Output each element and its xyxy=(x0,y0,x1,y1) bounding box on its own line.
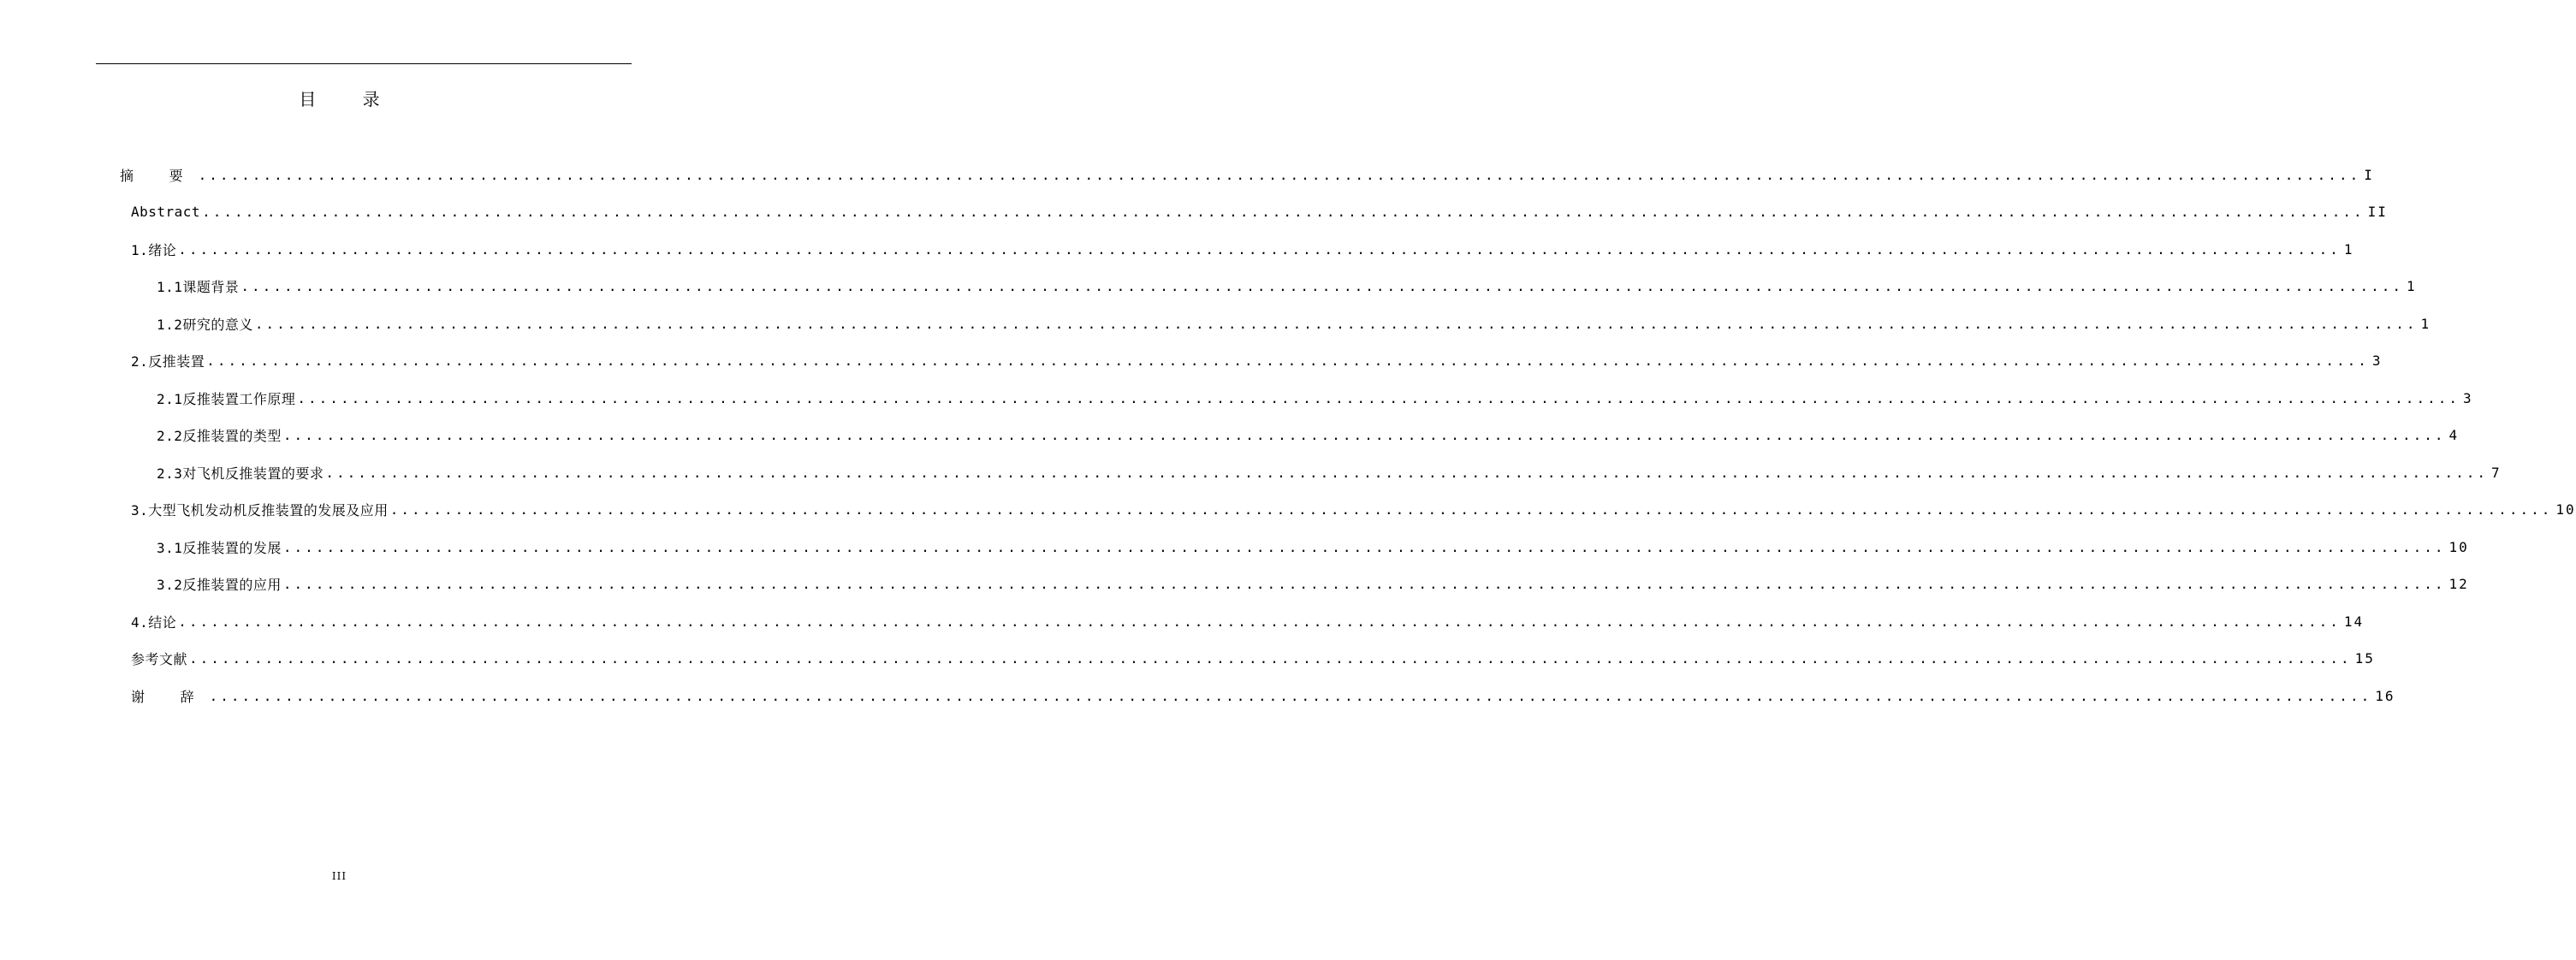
toc-entry-page: 10 xyxy=(2555,501,2576,518)
toc-leader-dots: ........................................................................................................................................................................................................ xyxy=(189,650,2352,667)
toc-entry[interactable] xyxy=(157,531,2469,562)
toc-leader-dots: ........................................................................................................................................................................................................ xyxy=(240,278,2403,294)
toc-leader-dots: ........................................................................................................................................................................................................ xyxy=(282,427,2446,443)
toc-leader-dots: ........................................................................................................................................................................................................ xyxy=(389,501,2553,518)
toc-entry-page: 12 xyxy=(2448,576,2469,592)
toc-entry[interactable] xyxy=(157,308,2431,339)
toc-entry-page: 15 xyxy=(2354,650,2375,667)
page-title: 目 录 xyxy=(299,89,401,110)
toc-entry-label: 2.3对飞机反推装置的要求 xyxy=(157,465,324,482)
toc-leader-dots: ........................................................................................................................................................................................................ xyxy=(282,576,2446,592)
toc-entry-page: 3 xyxy=(2462,389,2473,406)
toc-entry[interactable] xyxy=(157,271,2417,302)
toc-leader-dots: ........................................................................................................................................................................................................ xyxy=(282,538,2446,555)
toc-entry[interactable] xyxy=(131,680,2395,711)
toc-leader-dots: ........................................................................................................................................................................................................ xyxy=(209,687,2372,704)
toc-entry[interactable] xyxy=(157,569,2469,600)
toc-entry-page: I xyxy=(2364,166,2374,183)
toc-entry[interactable] xyxy=(131,234,2354,264)
header-rule xyxy=(96,63,632,64)
toc-entry-label: 2.反推装置 xyxy=(131,353,205,370)
toc-entry-label: 谢 辞 xyxy=(131,688,208,705)
toc-entry-page: 1 xyxy=(2420,315,2431,332)
toc-leader-dots: ........................................................................................................................................................................................................ xyxy=(198,166,2361,183)
toc-entry[interactable] xyxy=(157,457,2502,488)
footer-page-number: III xyxy=(331,870,347,882)
toc-leader-dots: ........................................................................................................................................................................................................ xyxy=(297,389,2460,406)
toc-entry-label: 1.绪论 xyxy=(131,241,177,258)
toc-entry[interactable] xyxy=(157,420,2460,451)
toc-entry[interactable] xyxy=(131,643,2375,674)
toc-entry-page: 16 xyxy=(2375,687,2395,704)
toc-entry[interactable] xyxy=(131,606,2365,637)
toc-entry-page: 1 xyxy=(2343,240,2354,258)
toc-entry[interactable] xyxy=(131,197,2388,228)
toc-entry-page: 14 xyxy=(2343,613,2365,630)
toc-entry-page: II xyxy=(2367,204,2388,220)
toc-entry-label: 摘 要 xyxy=(120,167,197,184)
toc-entry-label: 1.2研究的意义 xyxy=(157,316,253,333)
toc-entry-label: 3.大型飞机发动机反推装置的发展及应用 xyxy=(131,502,389,519)
toc-entry[interactable] xyxy=(157,382,2473,413)
toc-leader-dots: ........................................................................................................................................................................................................ xyxy=(254,315,2418,332)
toc-entry[interactable] xyxy=(131,346,2383,376)
toc-entry[interactable] xyxy=(131,495,2576,525)
toc-entry-label: Abstract xyxy=(131,204,201,220)
toc-entry-label: 3.2反推装置的应用 xyxy=(157,577,282,593)
toc-entry-page: 10 xyxy=(2448,538,2469,555)
toc-entry-label: 参考文献 xyxy=(131,651,188,667)
toc-leader-dots: ........................................................................................................................................................................................................ xyxy=(325,464,2488,481)
toc-entry[interactable] xyxy=(120,159,2374,190)
toc-entry-page: 4 xyxy=(2448,427,2460,443)
toc-leader-dots: ........................................................................................................................................................................................................ xyxy=(206,353,2369,369)
toc-entry-label: 2.1反推装置工作原理 xyxy=(157,390,296,407)
toc-entry-label: 4.结论 xyxy=(131,613,177,631)
toc-entry-page: 3 xyxy=(2371,353,2383,369)
toc-leader-dots: ........................................................................................................................................................................................................ xyxy=(178,240,2341,258)
toc-entry-label: 1.1课题背景 xyxy=(157,279,240,295)
toc-leader-dots: ........................................................................................................................................................................................................ xyxy=(202,204,2365,220)
toc-entry-label: 2.2反推装置的类型 xyxy=(157,428,282,444)
toc-entry-label: 3.1反推装置的发展 xyxy=(157,539,282,556)
toc-leader-dots: ........................................................................................................................................................................................................ xyxy=(178,613,2341,630)
toc-entry-page: 1 xyxy=(2406,278,2417,294)
toc-entry-page: 7 xyxy=(2490,464,2502,481)
